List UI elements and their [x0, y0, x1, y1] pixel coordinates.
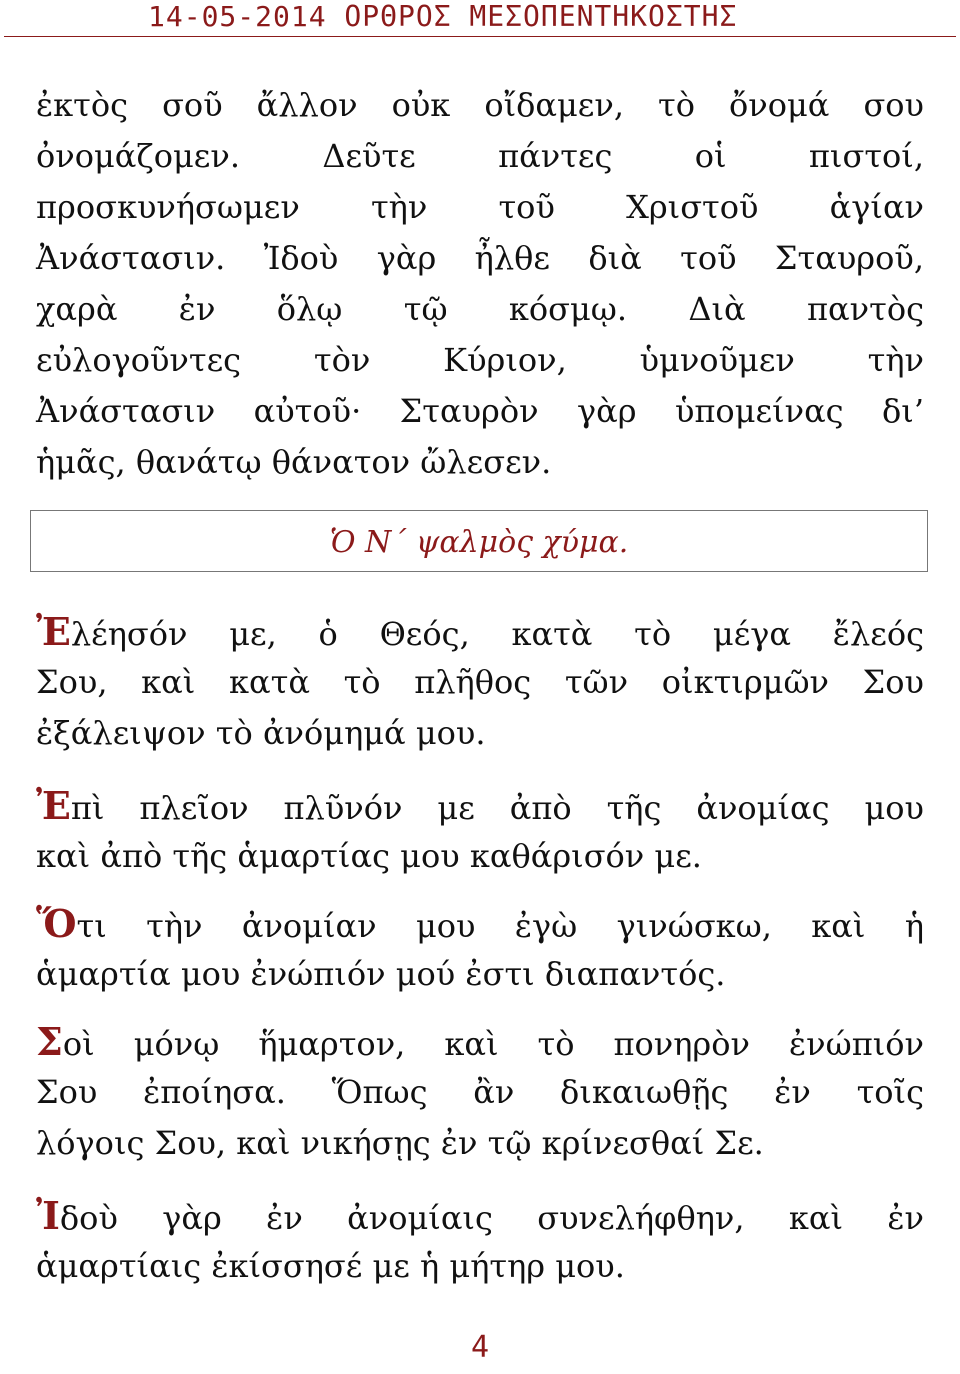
drop-initial: Ἰ	[36, 1193, 60, 1238]
verse-text: τι τὴν ἀνομίαν μου ἐγὼ γινώσκω, καὶ ἡ	[76, 907, 924, 945]
verse-line	[36, 898, 924, 949]
header-divider	[4, 36, 956, 37]
verse-line	[36, 1016, 924, 1067]
drop-initial: Σ	[36, 1019, 63, 1064]
verse-text: πὶ πλεῖον πλῦνόν με ἀπὸ τῆς ἀνομίας μου	[70, 789, 924, 827]
intro-line: ἐκτὸς σοῦ ἄλλον οὐκ οἴδαμεν, τὸ ὄνομά σου	[36, 86, 924, 124]
drop-initial: Ὅ	[36, 901, 77, 946]
intro-text	[36, 80, 924, 488]
verse-line	[36, 780, 924, 831]
verse-text: δοὺ γὰρ ἐν ἀνομίαις συνελήφθην, καὶ ἐν	[59, 1199, 924, 1237]
drop-initial: Ἐ	[36, 783, 71, 828]
drop-initial: Ἐ	[36, 609, 71, 654]
intro-line: ἡμᾶς, θανάτῳ θάνατον ὤλεσεν.	[36, 443, 552, 481]
verse-line	[36, 606, 924, 657]
page-number: 4	[470, 1330, 490, 1365]
psalm-heading-box	[30, 510, 928, 572]
verse-line: Σου, καὶ κατὰ τὸ πλῆθος τῶν οἰκτιρμῶν Σου	[36, 663, 924, 701]
verse-line	[36, 1190, 924, 1241]
intro-line: Ἀνάστασιν. Ἰδοὺ γὰρ ἦλθε διὰ τοῦ Σταυροῦ,	[36, 239, 924, 277]
verse-line: ἐξάλειψον τὸ ἀνόμημά μου.	[36, 714, 486, 752]
verse-3	[36, 898, 924, 1000]
intro-line: Ἀνάστασιν αὐτοῦ· Σταυρὸν γὰρ ὑπομείνας δι’	[36, 392, 924, 430]
verse-1	[36, 606, 924, 759]
verse-text: λέησόν με, ὁ Θεός, κατὰ τὸ μέγα ἔλεός	[70, 615, 924, 653]
psalm-heading: Ὁ Ν΄ ψαλμὸς χύμα.	[329, 525, 629, 560]
verse-text: οὶ μόνῳ ἥμαρτον, καὶ τὸ πονηρὸν ἐνώπιόν	[62, 1025, 924, 1063]
intro-line: προσκυνήσωμεν τὴν τοῦ Χριστοῦ ἁγίαν	[36, 188, 924, 226]
intro-line: ὀνομάζομεν. Δεῦτε πάντες οἱ πιστοί,	[36, 137, 924, 175]
verse-5	[36, 1190, 924, 1292]
intro-line: χαρὰ ἐν ὅλῳ τῷ κόσμῳ. Διὰ παντὸς	[36, 290, 924, 328]
verse-line: Σου ἐποίησα. Ὅπως ἂν δικαιωθῇς ἐν τοῖς	[36, 1073, 924, 1111]
verse-line: ἁμαρτία μου ἐνώπιόν μού ἐστι διαπαντός.	[36, 955, 726, 993]
page-header-title: 14-05-2014 ΟΡΘΡΟΣ ΜΕΣΟΠΕΝΤΗΚΟΣΤΗΣ	[148, 0, 738, 33]
intro-line: εὐλογοῦντες τὸν Κύριον, ὑμνοῦμεν τὴν	[36, 341, 924, 379]
verse-line: καὶ ἀπὸ τῆς ἁμαρτίας μου καθάρισόν με.	[36, 837, 702, 875]
verse-2	[36, 780, 924, 882]
verse-line: ἁμαρτίαις ἐκίσσησέ με ἡ μήτηρ μου.	[36, 1247, 625, 1285]
verse-4	[36, 1016, 924, 1169]
verse-line: λόγοις Σου, καὶ νικήσῃς ἐν τῷ κρίνεσθαί Σε.	[36, 1124, 764, 1162]
